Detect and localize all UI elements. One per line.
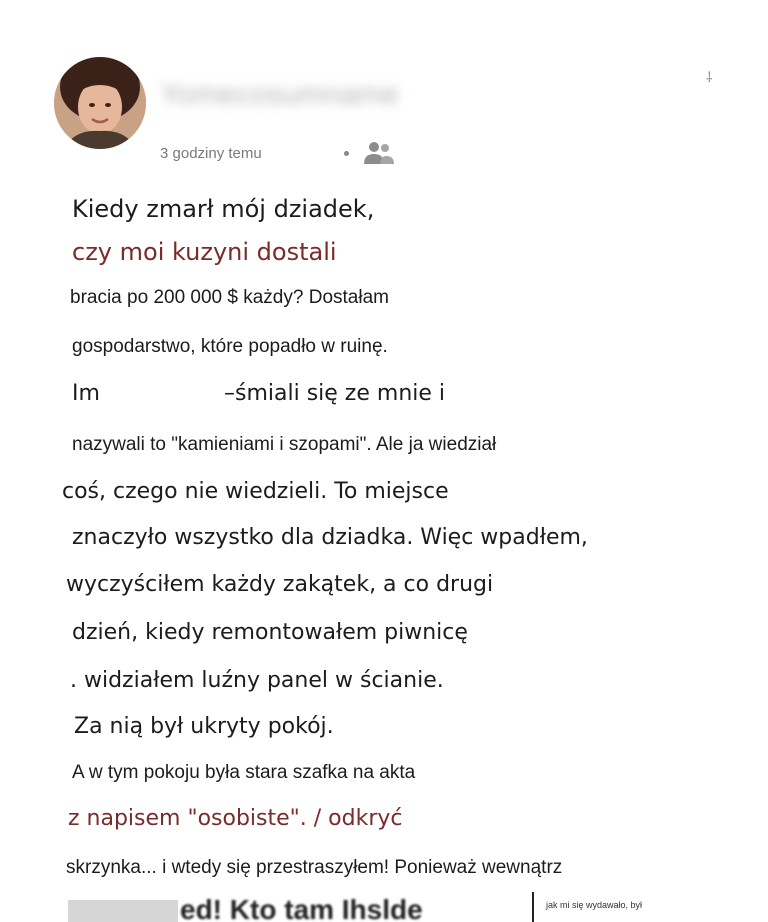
post-line-8: znaczyło wszystko dla dziadka. Więc wpadłem, xyxy=(72,525,588,550)
people-icon[interactable] xyxy=(362,140,396,166)
post-line-3: bracia po 200 000 $ każdy? Dostałam xyxy=(70,287,389,308)
separator-dot xyxy=(344,151,349,156)
post-line-14: z napisem "osobiste". / odkryć xyxy=(68,806,403,831)
post-timestamp[interactable]: 3 godziny temu xyxy=(160,145,262,162)
post-line-12: Za nią był ukryty pokój. xyxy=(74,714,334,739)
post-line-4: gospodarstwo, które popadło w ruinę. xyxy=(72,336,388,357)
divider-bar xyxy=(532,892,534,922)
username[interactable]: Yomecosumname xyxy=(160,78,400,111)
bookmark-icon[interactable]: ⸸ xyxy=(706,70,713,86)
post-line-5a: Im xyxy=(72,381,100,406)
post-line-6: nazywali to "kamieniami i szopami". Ale ja wiedział xyxy=(72,434,497,455)
post-line-13: A w tym pokoju była stara szafka na akta xyxy=(72,762,416,783)
post-line-1: Kiedy zmarł mój dziadek, xyxy=(72,195,375,223)
post-line-9: wyczyściłem każdy zakątek, a co drugi xyxy=(66,572,494,597)
post-line-10: dzień, kiedy remontowałem piwnicę xyxy=(72,620,468,645)
avatar[interactable] xyxy=(54,57,146,149)
avatar-image xyxy=(54,57,146,149)
cutoff-caption: jak mi się wydawało, był xyxy=(546,900,643,910)
post-line-7: coś, czego nie wiedzieli. To miejsce xyxy=(62,479,449,504)
blurred-block xyxy=(68,900,178,922)
post-line-15: skrzynka... i wtedy się przestraszyłem! Ponieważ wewnątrz xyxy=(66,857,563,878)
cutoff-text: ed! Kto tam Ihslde xyxy=(180,894,423,922)
cutoff-text-strip xyxy=(0,892,768,922)
post-line-5b: –śmiali się ze mnie i xyxy=(224,381,446,406)
post-line-11: . widziałem luźny panel w ścianie. xyxy=(70,668,444,693)
post-line-2: czy moi kuzyni dostali xyxy=(72,238,337,266)
